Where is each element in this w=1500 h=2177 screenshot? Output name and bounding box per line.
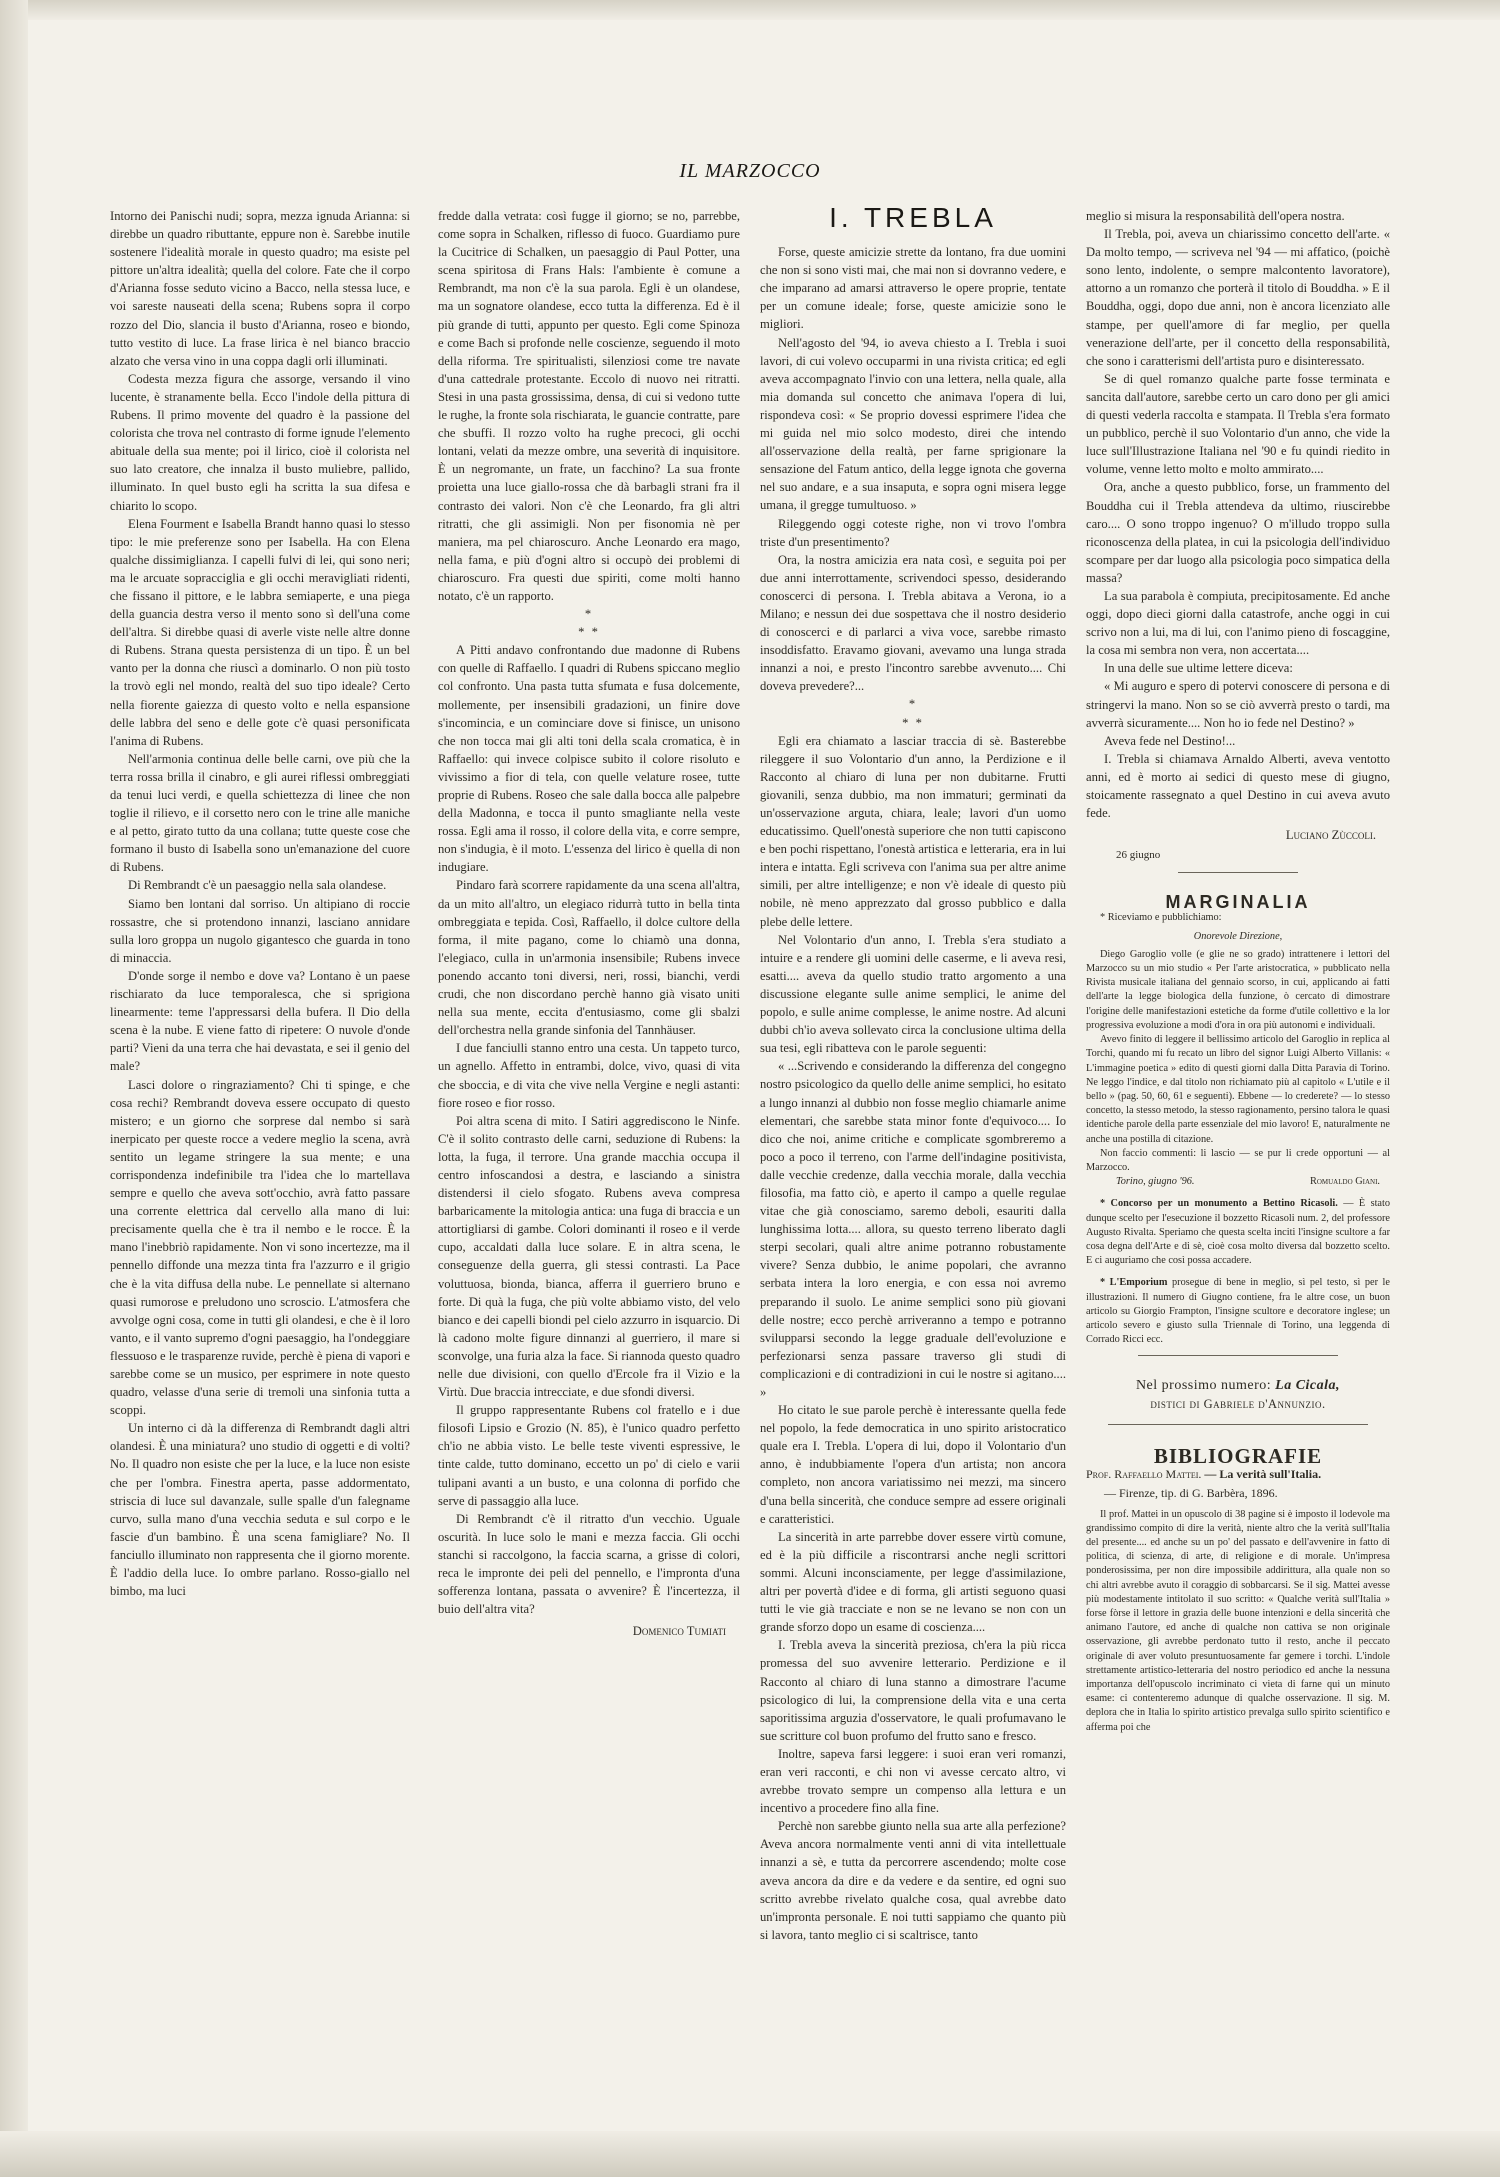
paragraph: Di Rembrandt c'è il ritratto d'un vecchio. Uguale oscurità. In luce solo le mani e mezza faccia. Gli occhi stanchi si raccolgono, la faccia scarna, a grisse di colori, reca le impronte dei peli del pennello, e l'impronta d'una sofferenza lontana, passata o avvenire? È l'incertezza, il buio dell'altra vita? xyxy=(438,1511,740,1617)
paragraph: A Pitti andavo confrontando due madonne di Rubens con quelle di Raffaello. I quadri di Rubens spiccano meglio col confronto. Una pasta tutta sfumata e fusa dolcemente, mollemente, per insensibili gradazioni, un finire dove s'incomincia, e un cominciare dove si finisce, un unisono che non tocca mai gli alti toni della scala cromatica, è in Raffaello: qui invece colpisce subito il colore risoluto e vivissimo a fior di tela, con quelle velature rosee, tutte proprie di Rubens. Roseo che sale dalla bocca alle palpebre della Madonna, e tocca il punto smagliante nella veste rossa. Egli ama il rosso, il colore della vita, e corre sempre, non s'indugia, è il moto. L'essenza del lirico è quella di non indugiare. xyxy=(438,643,740,875)
article-title: I. TREBLA xyxy=(829,202,997,233)
letter-author: Romualdo Giani. xyxy=(1309,1176,1380,1188)
marginalia-item xyxy=(1086,1276,1390,1347)
next-issue-notice xyxy=(1086,1376,1390,1414)
letter-paragraph: Diego Garoglio volle (e glie ne so grado) intrattenere i lettori del Marzocco su un mio studio « Per l'arte aristocratica, » pubblicato nella Rivista musicale italiana del gennaio scorso, in cui, applicando ai fatti dell'arte la legge biologica della funzione, ò cercato di dimostrare l'origine delle manifestazioni estetiche da forme d'utile collettivo e la lor progressiva evoluzione a modi d'ora in ora più autonomi e individuali. xyxy=(1086,948,1390,1031)
paragraph: meglio si misura la responsabilità dell'opera nostra. xyxy=(1086,209,1345,223)
paragraph: In una delle sue ultime lettere diceva: xyxy=(1104,661,1293,676)
paragraph: Perchè non sarebbe giunto nella sua arte alla perfezione? Aveva ancora normalmente venti anni di vita intellettuale innanzi a sè, e tutta da percorrere ascendendo; molte cose aveva ancora da dire e da vedere e da sentire, ed ogni suo scritto avrebbe rivelato qualche cosa, qual avrebbe dato un'impronta personale. E noi tutti sappiamo che quanto più si lavora, tanto meglio ci si scaltrisce, tanto xyxy=(760,1819,1066,1942)
section-divider-stars: * * * xyxy=(902,697,924,730)
marginalia-item-text: — È stato dunque scelto per l'esecuzione il bozzetto Ricasoli num. 2, del professore Augusto Rivalta. Speriamo che questa scelta inciti l'insigne scultore a far cosa degna dell'Arte e di sè, cioè cosa molto diversa dal bozzetto scelto. E ci auguriamo che così possa accadere. xyxy=(1086,1198,1391,1267)
bibliography-body xyxy=(1086,1508,1390,1735)
bibliography-entry-heading xyxy=(1086,1465,1390,1501)
letter-signature-line xyxy=(1086,1175,1390,1189)
paragraph: Nel Volontario d'un anno, I. Trebla s'era studiato a intuire e a rendere gli uomini delle caserme, e li aveva resi, esatti.... aveva da quello studio tratto argomento a una discussione elegante sulle anime semplici, le anime del popolo, e sulle anime complesse, le anime nostre. Ad alcuni dubbi ch'io aveva sollevato circa la conclusione ultima della sua tesi, egli ribatteva con le parole seguenti: xyxy=(760,932,1066,1056)
bibliography-title: — La verità sull'Italia. xyxy=(1204,1467,1322,1482)
marginalia-item xyxy=(1086,1197,1390,1268)
article-signature: Luciano Zùccoli. xyxy=(1285,828,1376,843)
paragraph: I. Trebla si chiamava Arnaldo Alberti, aveva ventotto anni, ed è morto ai sedici di questo mese di giugno, stoicamente rassegnato a quel Destino in cui aveva avuto fede. xyxy=(1086,751,1390,821)
paragraph: Egli era chiamato a lasciar traccia di sè. Basterebbe rileggere il suo Volontario d'un anno, la Perdizione e il Racconto al chiaro di luna per non dubitarne. Frutti giovanili, senza dubbio, ma non immaturi; germinati da un'osservazione arguta, chiara, leale; lavori d'un uomo educatissimo. Quell'onestà superiore che non tutti capiscono e ben pochi rispettano, l'onestà artistica e letteraria, era in lui intera e intatta. Egli scriveva con l'anima sua per altre anime simili, per altre intelligenze; e non v'è ideale di questo più nobile, nè meno apprezzato dal grosso pubblico e dalla plebe delle lettere. xyxy=(760,733,1066,929)
page-edge-top xyxy=(0,0,1500,20)
column-2 xyxy=(438,207,740,1640)
page-edge-left xyxy=(0,0,28,2177)
paragraph: La sua parabola è compiuta, precipitosamente. Ed anche oggi, dopo dieci giorni dalla catastrofe, anche oggi in cui scrivo non a lui, ma di lui, con l'animo pieno di foscaggine, la cosa mi sembra non vera, non accertata.... xyxy=(1086,588,1390,658)
letter-paragraph: Non faccio commenti: li lascio — se pur li crede opportuni — al Marzocco. xyxy=(1086,1147,1390,1173)
paragraph: Lasci dolore o ringraziamento? Chi ti spinge, e che cosa rechi? Rembrandt doveva essere occupato di questo mistero; e un giorno che sorprese dal nembo si sarà inerpicato per queste rocce a vedere meglio la scena, avrà sentito un legame stringere la sua mente; e una corrispondenza indefinibile tra l'idea che lo martellava sempre e quello che aveva sott'occhio, avrà fatto passare una corrente elettrica dal cervello alla mano di lui: precisamente quella che è tra il nembo e le rocce. È la mano l'inebbriò rapidamente. Non vi sono incertezze, ma il pennello diffonde una mezza tinta fra l'azzurro e il grigio che è la vita diffusa della nube. Le pennellate si alternano quasi rumorose e preludono uno scroscio. L'atmosfera che avvolge ogni cosa, come in tutti gli olandesi, e che è il loro vanto, e il vanto supremo d'ogni paesaggio, ha l'ondeggiare flessuoso e le trasparenze ruvide, perchè è piena di vapori e sarebbe come se un musico, per esprimere in note questo quadro, velasse d'una serie di tremoli una sinfonia tutta a scoppi. xyxy=(110,1077,410,1418)
paragraph: Aveva fede nel Destino!... xyxy=(1104,733,1236,748)
paragraph: Codesta mezza figura che assorge, versando il vino lucente, è stranamente bella. Ecco l'indole della pittura di Rubens. Il primo movente del quadro è la passione del colorista che trova nel contrasto di forme ignude l'elemento abituale della sua mente; poi il lirico, cioè il colorista nel suo lato creatore, che innalza il busto muliebre, pallido, illuminato. In quel busto egli ha scritta la sua difesa e chiarito lo scopo. xyxy=(110,371,410,513)
paragraph: I due fanciulli stanno entro una cesta. Un tappeto turco, un agnello. Affetto in entrambi, dolce, vivo, quasi di vita che sboccia, e di vita che vive nella Vergine e negli astanti: fiore roseo e fior rosso. xyxy=(438,1041,740,1110)
paragraph: « Mi auguro e spero di potervi conoscere di persona e di stringervi la mano. Non so se ciò avverrà presto o tardi, ma avverrà sicuramente.... Non ho io fede nel Destino? » xyxy=(1086,679,1390,730)
paragraph: Elena Fourment e Isabella Brandt hanno quasi lo stesso tipo: le mie preferenze sono per Isabella. Ha con Elena qualche dissimiglianza. I capelli fulvi di lei, qui sono neri; ma le arcuate sopracciglia e gli occhi meravigliati ridenti, che fissano il pittore, e le labbra semiaperte, e una piega della guancia destra verso il mento sono sì dell'una come dell'altra. Si direbbe quasi di averle viste nelle altre donne di Rubens. Strana questa persistenza di un tipo. È un bel vanto per la donna che riuscì a dominarlo. O non più tosto la trovò egli nel mondo, realtà del suo tipo ideale? Certo nella fiorente gaiezza di questo volto e nella espansione delle labbra del seno e delle gote c'è quasi personificata l'anima di Rubens. xyxy=(110,516,410,748)
notice-title: La Cicala, xyxy=(1275,1378,1341,1394)
letter-paragraph: Avevo finito di leggere il bellissimo articolo del Garoglio in replica al Torchi, quando mi fu recato un libro del signor Luigi Alberto Villanis: « L'immagine poetica » edito di questi giorni dalla Ditta Paravia di Torino. Ne leggo l'indice, e dal titolo non richiamato più al capitolo « L'utile e il bello » (pag. 50, 60, 61 e seguenti). Ebbene — lo crederete? — lo stesso concetto, la stesso metodo, la stesso ragionamento, persino talora le quasi identiche parole della parte essenziale del mio lavoro! E, naturalmente ne anche una postilla di citazione. xyxy=(1086,1034,1390,1145)
paragraph: Il gruppo rappresentante Rubens col fratello e i due filosofi Lipsio e Grozio (N. 85), è l'unico quadro perfetto ch'io ne abbia visto. Le belle teste viventi espressive, le tinte calde, tutto dominano, eccetto un po' di cielo e varii tulipani avanti a un busto, e una colonna di porfido che serve di passaggio alla luce. xyxy=(438,1403,740,1508)
paragraph: Rileggendo oggi coteste righe, non vi trovo l'ombra triste d'un presentimento? xyxy=(760,516,1066,549)
section-title-marginalia: MARGINALIA xyxy=(1165,892,1311,913)
paragraph: Un interno ci dà la differenza di Rembrandt dagli altri olandesi. È una miniatura? uno studio di oggetti e di volti? No. Il quadro non esiste che per la luce, e la luce non esiste che per l'ombra. Finestra aperta, passe addormentato, striscia di luce sul davanzale, sulle spalle d'un falegname curvo, sulla mano d'una vecchia seduta e sul corpo e le fascie d'un bambino. È una scena famigliare? No. Il fanciullo illuminato non rappresenta che il giorno morente. È l'addio della luce. Io ombre parlano. Rosso-giallo nel bimbo, ma luci xyxy=(110,1421,410,1599)
paragraph: fredde dalla vetrata: così fugge il giorno; se no, parrebbe, come sopra in Schalken, riflesso di fuoco. Guardiamo pure la Cucitrice di Schalken, un paesaggio di Paul Potter, una scena spiritosa di Frans Hals: l'ambiente è comune a Rembrandt, ma non c'è la sua parola. Egli è un olandese, ma un sognatore olandese, ecco tutta la differenza. Ed è il più grande di tutti, appunto per questo. Egli come Spinoza e come Bach si profonde nelle coscienze, seguendo il moto della riforma. Tre spiritualisti, silenziosi come tre navate d'una cattedrale protestante. Eccolo di nuovo nei ritratti. Stesi in una pasta grossissima, densa, di cui si vedono tutte le rughe, la fronte sola rischiarata, le guancie contratte, pare che sbuffi. Il rozzo volto ha rughe precoci, gli occhi lontani, velati da mezze ombre, una severità di inquisitore. È un negromante, un frate, un facchino? La sua fronte proietta una luce giallo-rossa che dà barbagli strani fra il contrasto dei valori. Non c'è che Leonardo, fra gli altri ritratti, che gli assimigli. Non per fisonomia nè per maniera, ma pel chiaroscuro. Anche Leonardo era mago, nella fama, e più d'ogni altro si occupò dei problemi di chiaroscuro. Fra questi due spiriti, come molti hanno notato, c'è un rapporto. xyxy=(438,209,740,603)
paragraph: Siamo ben lontani dal sorriso. Un altipiano di roccie rossastre, che si protendono innanzi, lasciano annidare sulla loro groppa un nugolo gigantesco che guarda in tono di minaccia. xyxy=(110,896,410,965)
paragraph: D'onde sorge il nembo e dove va? Lontano è un paese rischiarato da luce temporalesca, che si sprigiona linearmente: teme l'appressarsi della bufera. Il Dio della scena è la nube. E viene fatto di ripetere: O nuvole d'onde parti? Vieni da una terra che hai devastata, e sei il genio del male? xyxy=(110,968,410,1074)
article-signature: Domenico Tumiati xyxy=(632,1624,726,1639)
page-edge-bottom xyxy=(0,2131,1500,2177)
paragraph: I. Trebla aveva la sincerità preziosa, ch'era la più ricca promessa del suo avvenire letterario. Perdizione e il Racconto al chiaro di luna stanno a dimostrare l'acume psicologico di lui, la comprensione della vita e una certa saporitissima arguzia d'osservatore, le quali profumavano le sue scritture col buon profumo del frutto sano e fresco. xyxy=(760,1638,1066,1743)
paragraph: Di Rembrandt c'è un paesaggio nella sala olandese. xyxy=(128,878,387,893)
paragraph: La sincerità in arte parrebbe dover essere virtù comune, ed è la più difficile a riscontrarsi anche negli scrittori sommi. Alcuni inconsciamente, per legge d'assimilazione, altri per povertà d'idee e di forma, gli artisti seguono quasi tutti le vie già tracciate e non se ne levano se non con un grande sforzo dopo un esame di coscienza.... xyxy=(760,1529,1066,1635)
paragraph: Intorno dei Panischi nudi; sopra, mezza ignuda Arianna: si direbbe un quadro ributtante, eppure non è. Sarebbe inutile sostenere l'idealità morale in questo quadro; ma esiste pel pittore un'altra idealità; quella del colore. Fate che il corpo d'Arianna fosse seduto vicino a Bacco, nella stessa luce, e voi sareste nauseati della scena; Rubens sopra il corpo rozzo del Dio, slancia il busto d'Arianna, roseo e biondo, tutto vestito di luce. La frase lirica è nel bianco braccio alzato che versa vino in una coppa dagli orli illuminati. xyxy=(110,209,410,368)
paragraph: Il Trebla, poi, aveva un chiarissimo concetto dell'arte. « Da molto tempo, — scriveva nel '94 — mi affatico, (poichè sono lento, indolente, o sempre malcontento lavoratore), attorno a un romanzo che porterà il titolo di Bouddha. » E il Bouddha, oggi, dopo due anni, non è ancora licenziato alle stampe, per quell'amore di far meglio, per quella venerazione dell'arte, per il concetto della responsabilità, che sono i caratterismi dell'artista puro e disinteressato. xyxy=(1086,227,1390,368)
marginalia-item-title: * Concorso per un monumento a Bettino Ricasoli. xyxy=(1100,1198,1338,1210)
letter-salutation: Onorevole Direzione, xyxy=(1193,930,1283,942)
paragraph: Forse, queste amicizie strette da lontano, fra due uomini che non si sono visti mai, che mai non si dovranno vedere, e che imparano ad amarsi attraverso le opere proprie, tentate per un comune ideale; forse, queste amicizie sono le migliori. xyxy=(760,245,1066,332)
section-divider-stars: * * * xyxy=(578,607,600,640)
section-title-bibliografie: BIBLIOGRAFIE xyxy=(1153,1444,1323,1469)
divider xyxy=(1178,872,1298,873)
marginalia-item-text: prosegue di bene in meglio, sì pel testo, sì per le illustrazioni. Il numero di Giugno contiene, fra le altre cose, un buon articolo su Giorgio Frampton, l'insigne scultore e decoratore inglese; un articolo severo e giusto sulla Triennale di Torino, una leggenda di Corrado Ricci ecc. xyxy=(1086,1277,1390,1346)
marginalia-item-title: * L'Emporium xyxy=(1100,1277,1168,1289)
article-date: 26 giugno xyxy=(1116,849,1161,862)
column-4 xyxy=(1086,207,1390,1735)
marginalia-body xyxy=(1086,911,1390,1347)
paragraph: « ...Scrivendo e considerando la differenza del congegno nostro psicologico da quello delle anime semplici, ho esitato a lungo innanzi al dubbio non fosse meglio chiamarle anime elementari, che sarebbe stata minor fonte d'equivoco.... Io dico che noi, anime critiche e complicate sgombreremo a poco a poco il terreno, con l'arme dell'indagine positivista, dalle vecchie credenze, dalla vecchia morale, dalla vecchia filosofia, ma fatto ciò, e aperto il campo a quelle regulae vitae che già conosciamo, saremo deboli, esauriti dalla lunghissima lotta.... allora, su questo terreno liberato dagli sterpi secolari, quali altre anime potranno robustamente vivere? Senza dubbio, le anime popolari, che avranno serbata intera la loro energia, e con essa noi avremo preparando il suolo. Le anime semplici sono più giovani delle nostre; ecco perchè arriveranno a tempo e potranno svilupparsi secondo la legge graduale dell'evoluzione e perfezionarsi senza passare traverso gli studi di complicazioni e di contradizioni in cui le nostre si agitano.... » xyxy=(760,1059,1066,1399)
column-1 xyxy=(110,207,410,1600)
paragraph: Ora, la nostra amicizia era nata così, e seguita poi per due anni interrottamente, scrivendoci spesso, desiderando conoscerci di persona. I. Trebla abitava a Verona, io a Milano; e nessun dei due sospettava che il nostro desiderio di conoscerci e di parlarci a viva voce, sarebbe rimasto insoddisfatto. Eravamo giovani, avevamo una lunga strada innanzi a noi, e presto l'incontro sarebbe avvenuto.... Chi doveva prevedere?... xyxy=(760,552,1066,694)
bibliography-text: Il prof. Mattei in un opuscolo di 38 pagine si è imposto il lodevole ma grandissimo compito di dire la verità, niente altro che la verità sull'Italia del presente.... ed anche su un po' del passato e dell'avvenire in fatto di politica, di scienza, di arte, di religione e di morale. Un'impresa ponderosissima, per non dire impossibile addirittura, alla quale non so chi altri avrebbe avuto il coraggio di sobbarcarsi. Se il sig. Mattei avesse più modestamente intitolato il suo scritto: « Qualche verità sull'Italia » forse fòrse il lettore in grazia delle buone intenzioni e della sincerità che animano l'autore, ed anche di qualche non cattiva se non originale osservazione, gli avrebbe perdonato tutto il resto, anche il peccato originale di aver voluto presuntuosamente far gemere i torchi. L'indole strettamente artistico-letteraria del nostro periodico ed anche la nessuna importanza dell'opuscolo incriminato ci vieta di farne qui un minuto esame: ci contenteremo adunque di qualche osservazione. Il sig. M. deplora che in Italia lo spirito artistico prevalga sullo spirito scientifico e afferma poi che xyxy=(1086,1508,1390,1733)
column-3 xyxy=(760,202,1066,1944)
paragraph: Inoltre, sapeva farsi leggere: i suoi eran veri romanzi, eran veri racconti, e chi non vi avesse cercato altro, vi avrebbe trovato sempre un compenso alla lettura e un incentivo a procedere fino alla fine. xyxy=(760,1746,1066,1816)
divider xyxy=(1108,1424,1368,1425)
notice-detail: distici di Gabriele d'Annunzio. xyxy=(1150,1397,1326,1412)
marginalia-intro: * Riceviamo e pubblichiamo: xyxy=(1100,912,1222,924)
paragraph: Pindaro farà scorrere rapidamente da una scena all'altra, da un mito all'altro, un elegiaco ridurrà tutto in bella tinta ombreggiata e tepida. Così, Raffaello, il dolce cultore della forma, il mite pagano, come lo chiamò una donna, l'elegiaco, culla in un'armonia insensibile; Rubens invece ponendo accanto toni diversi, neri, rossi, bianchi, verdi crudi, che non discordano perchè hanno già visato uniti nella sua mente, eccita d'entusiasmo, come gli sbalzi dell'orchestra nella grande sinfonia del Tannhäuser. xyxy=(438,878,740,1038)
paragraph: Se di quel romanzo qualche parte fosse terminata e sancita dall'autore, sarebbe certo un caro dono per gli amici di questi vederla raccolta e stampata. Il Trebla s'era formato un pubblico, perchè il suo Volontario d'un anno, che vide la luce sull'Illustrazione Italiana nel '90 e fu quindi riedito in volume, venne letto molto e molto ammirato.... xyxy=(1086,371,1390,477)
paragraph: Ho citato le sue parole perchè è interessante quella fede nel popolo, la fede democratica in uno spirito aristocratico quale era I. Trebla. L'opera di lui, dopo il Volontario d'un anno, è indubbiamente l'opera d'un artista; non ancora completo, non ancora variatissimo nei mezzi, ma sincero d'una bella sincerità, che conduce sempre ad essere originali e caratteristici. xyxy=(760,1403,1066,1526)
letter-place-date: Torino, giugno '96. xyxy=(1116,1176,1195,1188)
paragraph: Ora, anche a questo pubblico, forse, un frammento del Bouddha cui il Trebla attendeva da ultimo, riuscirebbe caro.... O sono troppo ingenuo? O m'illudo troppo sulla riconoscenza della platea, in cui la psicologia dell'individuo scompare per dar luogo alla psicologia poco simpatica della massa? xyxy=(1086,480,1390,585)
bibliography-publisher: — Firenze, tip. di G. Barbèra, 1896. xyxy=(1104,1485,1278,1500)
notice-prefix: Nel prossimo numero: xyxy=(1135,1378,1272,1394)
paragraph: Poi altra scena di mito. I Satiri aggrediscono le Ninfe. C'è il solito contrasto delle carni, seduzione di Rubens: la lotta, la fuga, il terrore. Una grande macchia occupa il centro infoscandosi a destra, e lasciando a sinistra distendersi il cielo sfogato. Rubens aveva compresa barbaricamente la mitologia antica: una fuga di braccia e un attortigliarsi di gambe. Colori dominanti il roseo e il verde cupo, accaldati dalla luce solare. E in altra scena, le conseguenze della guerra, gli stessi contrasti. La Pace voluttuosa, bionda, bianca, afferra il guerriero bruno e forte. Di quà la fuga, che più volte abbiamo visto, del velo bianco e dei capelli biondi pel cielo azzurro in isquarcio. Di là cadono molte figure dinnanzi al guerriero, il mare si sconvolge, una furia alza la face. Si riannoda questo quadro nelle due divisioni, con quello d'Ercole fra il Vizio e la Virtù. Due braccia intrecciate, e due sfondi diversi. xyxy=(438,1113,740,1400)
paragraph: Nell'armonia continua delle belle carni, ove più che la terra rossa brilla il cinabro, e gli aurei riflessi ombreggiati da tenui luci verdi, e quella schiettezza di linee che non toglie il rilievo, e il corsetto nero con le trine alle maniche e al petto, girato tutto da una collana; tutte queste cose che formano il busto di Isabella sono un'emanazione del cuore di Rubens. xyxy=(110,751,410,875)
divider xyxy=(1138,1355,1338,1356)
page-header-title: IL MARZOCCO xyxy=(679,160,821,182)
paragraph: Nell'agosto del '94, io aveva chiesto a I. Trebla i suoi lavori, di cui volevo occuparmi in una rivista critica; ed egli aveva accompagnato l'invio con una lettera, nella quale, alla mia domanda sul concetto che animava l'opera di lui, rispondeva così: « Se proprio dovessi esprimere l'idea che mi guida nel mio solco modesto, direi che intendo all'osservazione della realtà, per farne sprigionare la sensazione del Fatum antico, della legge ignota che governa nel suo andare, e a sua insaputa, e sopra ogni misera legge umana, il gregge tumultuoso. » xyxy=(760,335,1066,513)
bibliography-author: Prof. Raffaello Mattei. xyxy=(1086,1467,1202,1482)
